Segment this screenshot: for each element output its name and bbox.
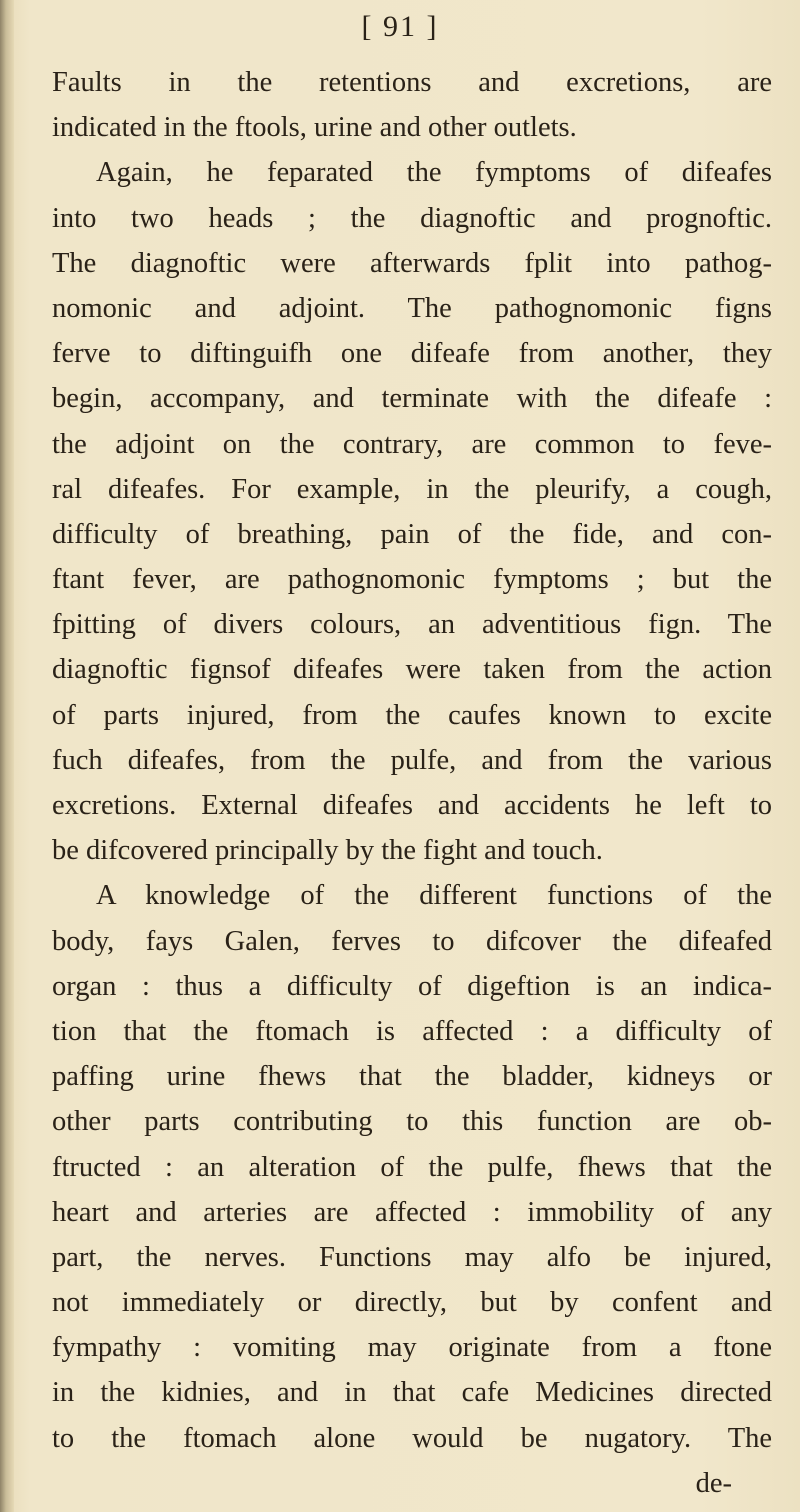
text-line: ral difeafes. For example, in the pleurify, a cough, <box>52 473 772 505</box>
text-line: paffing urine fhews that the bladder, kidneys or <box>52 1061 772 1093</box>
text-line: be difcovered principally by the fight and touch. <box>52 835 603 867</box>
text-line: in the kidnies, and in that cafe Medicines directed <box>52 1377 772 1409</box>
text-line: fympathy : vomiting may originate from a ftone <box>52 1332 772 1364</box>
text-line: nomonic and adjoint. The pathognomonic figns <box>52 292 772 324</box>
text-line: A knowledge of the different functions of the <box>96 880 772 912</box>
text-line: The diagnoftic were afterwards fplit into pathog- <box>52 247 772 279</box>
text-line: to the ftomach alone would be nugatory. The <box>52 1422 772 1454</box>
text-line: not immediately or directly, but by confent and <box>52 1287 772 1319</box>
text-line: indicated in the ftools, urine and other outlets. <box>52 112 577 144</box>
page-binding-edge <box>0 0 14 1512</box>
text-line: of parts injured, from the caufes known to excite <box>52 699 772 731</box>
text-line: difficulty of breathing, pain of the fide, and con- <box>52 518 772 550</box>
text-line: ferve to diftinguifh one difeafe from another, they <box>52 338 772 370</box>
body-text <box>52 60 772 1506</box>
text-line: other parts contributing to this function are ob- <box>52 1106 772 1138</box>
text-line: body, fays Galen, ferves to difcover the difeafed <box>52 925 772 957</box>
text-line: excretions. External difeafes and accidents he left to <box>52 790 772 821</box>
catchword: de- <box>695 1467 732 1499</box>
text-line: ftant fever, are pathognomonic fymptoms ; but the <box>52 564 772 596</box>
text-line: Again, he feparated the fymptoms of difeafes <box>96 157 772 189</box>
text-line: fpitting of divers colours, an adventitious fign. The <box>52 609 772 641</box>
text-line: Faults in the retentions and excretions, are <box>52 67 772 98</box>
text-line: part, the nerves. Functions may alfo be injured, <box>52 1241 772 1273</box>
text-line: fuch difeafes, from the pulfe, and from the various <box>52 744 772 776</box>
text-line: begin, accompany, and terminate with the difeafe : <box>52 383 772 415</box>
text-line: heart and arteries are affected : immobility of any <box>52 1196 772 1228</box>
text-line: diagnoftic fignsof difeafes were taken from the action <box>52 654 772 686</box>
page-number: [ 91 ] <box>361 10 439 43</box>
text-line: the adjoint on the contrary, are common to feve- <box>52 428 772 460</box>
text-line: ftructed : an alteration of the pulfe, fhews that the <box>52 1151 772 1183</box>
text-line: into two heads ; the diagnoftic and prognoftic. <box>52 202 772 234</box>
text-line: tion that the ftomach is affected : a difficulty of <box>52 1015 772 1047</box>
text-line: organ : thus a difficulty of digeftion is an indica- <box>52 970 772 1002</box>
